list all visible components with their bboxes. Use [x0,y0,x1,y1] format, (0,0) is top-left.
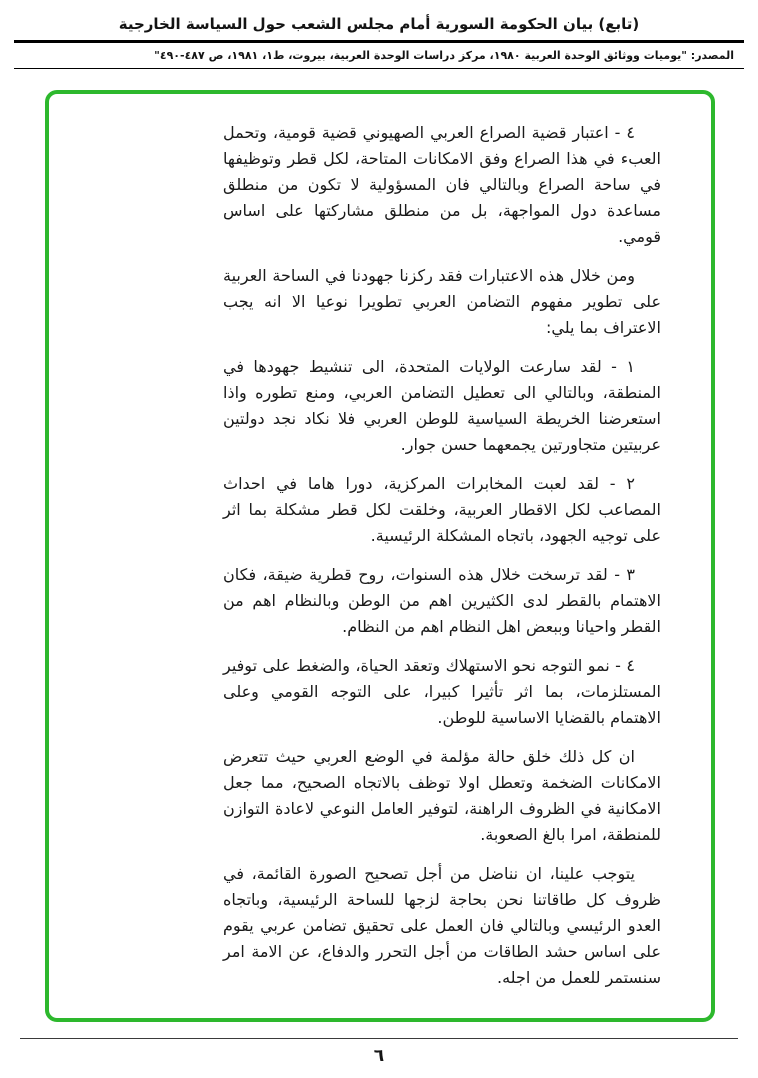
paragraph-3: ١ - لقد سارعت الولايات المتحدة، الى تنشيط جهودها في المنطقة، وبالتالي الى تعطيل التضامن العربي، ومنع تطوره واذا استعرضنا الخريطة السياسية للوطن العربي فلا نكاد نجد دولتين عربيتين متجاورتين يجمعهما حسن جوار. [223,357,661,454]
source-citation: المصدر: "يوميات ووثائق الوحدة العربية ١٩٨٠، مركز دراسات الوحدة العربية، بيروت، ط١، ١٩٨١، ص ٤٨٧-٤٩٠" [154,49,734,62]
paragraph-1: ٤ - اعتبار قضية الصراع العربي الصهيوني قضية قومية، وتحمل العبء في هذا الصراع وفق الامكانات المتاحة، لكل قطر وتوظيفها في ساحة الصراع وبالتالي فان المسؤولية لا تكون من منطلق مساعدة دول المواجهة، بل من منطلق مشاركتها على اساس قومي. [223,123,661,246]
header-divider-top [14,40,744,43]
content-frame [45,90,715,1022]
document-title: (تابع) بيان الحكومة السورية أمام مجلس الشعب حول السياسة الخارجية [118,15,640,33]
paragraph-6: ٤ - نمو التوجه نحو الاستهلاك وتعقد الحياة، والضغط على توفير المستلزمات، بما اثر تأثيرا كبيرا، على التوجه القومي وعلى الاهتمام بالقضايا الاساسية للوطن. [223,656,661,727]
paragraph-2: ومن خلال هذه الاعتبارات فقد ركزنا جهودنا في الساحة العربية على تطوير مفهوم التضامن العربي تطويرا نوعيا الا انه يجب الاعتراف بما يلي: [223,266,661,337]
paragraph-4: ٢ - لقد لعبت المخابرات المركزية، دورا هاما في احداث المصاعب لكل الاقطار العربية، وخلقت لكل قطر مشكلة بما اثر على توجيه الجهود، باتجاه المشكلة الرئيسية. [223,474,661,545]
body-text-column [223,120,661,1004]
page-number: ٦ [373,1046,385,1066]
header-divider-bottom [14,68,744,69]
paragraph-5: ٣ - لقد ترسخت خلال هذه السنوات، روح قطرية ضيقة، فكان الاهتمام بالقطر لدى الكثيرين اهم من الوطن وبالنظام اهم من القطر واحيانا وببعض اهل النظام اهم من النظام. [223,565,661,636]
paragraph-7: ان كل ذلك خلق حالة مؤلمة في الوضع العربي حيث تتعرض الامكانات الضخمة وتعطل اولا توظف بالاتجاه الصحيح، مما جعل الامكانية في الظروف الراهنة، لتوفير العامل النوعي لاعادة التوازن للمنطقة، امرا بالغ الصعوبة. [223,747,661,844]
footer-divider [20,1038,738,1039]
paragraph-8: يتوجب علينا، ان نناضل من أجل تصحيح الصورة القائمة، في ظروف كل طاقاتنا نحن بحاجة لزجها للساحة الرئيسية، وباتجاه العدو الرئيسي وبالتالي فان العمل على تحقيق تضامن عربي يقوم على اساس حشد الطاقات من أجل التحرر والدفاع، عن الامة امر سنستمر للعمل من اجله. [223,864,661,987]
